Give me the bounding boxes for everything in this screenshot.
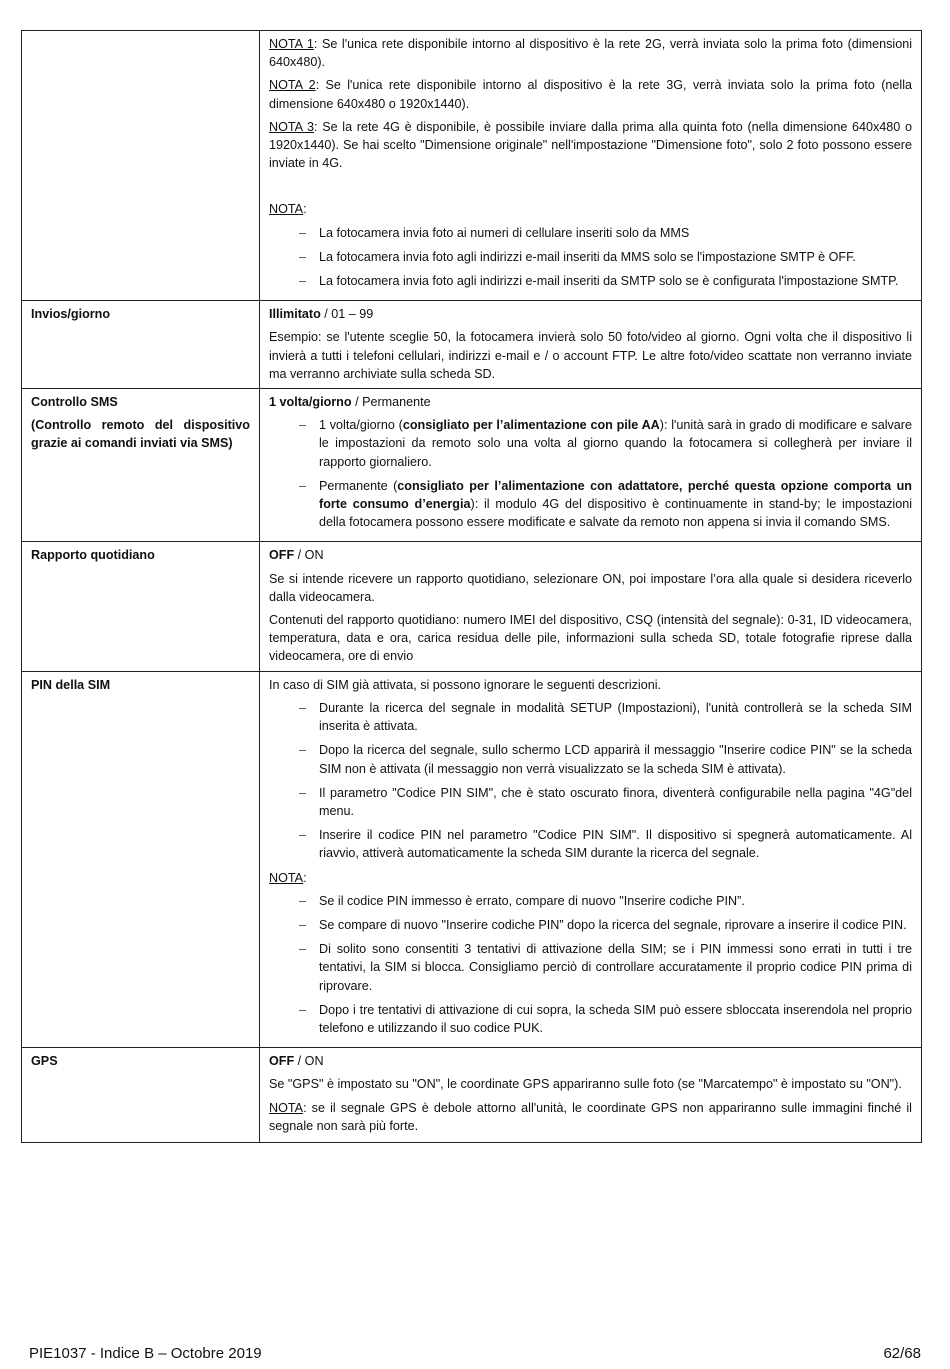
note-2: NOTA 2: Se l'unica rete disponibile intorno al dispositivo è la rete 3G, verrà inviata solo la prima foto (nella dimensione 640x480 o 1920x1440). xyxy=(269,78,913,111)
table-row-invios xyxy=(22,301,922,389)
list-item: – La fotocamera invia foto ai numeri di cellulare inseriti solo da MMS xyxy=(319,224,912,242)
rapporto-contents: Contenuti del rapporto quotidiano: numero IMEI del dispositivo, CSQ (intensità del segnale): 0-31, ID videocamera, temperatura, data e ora, carica residua delle pile, informazioni sulla scheda SD, totale fotografie riprese dalla videocamera, ore di envio xyxy=(269,613,912,664)
row-label-empty xyxy=(22,31,260,301)
row-content-invios xyxy=(260,301,922,389)
row-label-pin: PIN della SIM xyxy=(22,671,260,1047)
list-item: – La fotocamera invia foto agli indirizzi e-mail inseriti da SMTP solo se è configurata l'impostazione SMTP. xyxy=(319,272,912,290)
pin-bullet-list xyxy=(269,699,912,863)
gps-description: Se "GPS" è impostato su "ON", le coordinate GPS appariranno sulle foto (se "Marcatempo" è impostato su "ON"). xyxy=(269,1077,902,1092)
gps-nota: NOTA: se il segnale GPS è debole attorno all'unità, le coordinate GPS non appariranno sulle immagini finché il segnale non sarà più forte. xyxy=(269,1100,912,1133)
list-item: – 1 volta/giorno (consigliato per l’alimentazione con pile AA): l'unità sarà in grado di modificare e salvare le impostazioni da remoto solo una volta al giorno quando la fotocamera si collegherà per inviare il rapporto giornaliero. xyxy=(319,416,912,471)
invios-description: Esempio: se l'utente sceglie 50, la fotocamera invierà solo 50 foto/video al giorno. Ogni volta che il dispositivo li invierà a tutti i telefoni cellulari, indirizzi e-mail e / o account FTP. Le altre foto/video scattate non verranno inviate ma verranno archiviate sulla scheda SD. xyxy=(269,330,912,381)
table-row-gps xyxy=(22,1048,922,1143)
pin-nota-heading: NOTA: xyxy=(269,870,307,885)
note-3: NOTA 3: Se la rete 4G è disponibile, è possibile inviare dalla prima alla quinta foto (nella dimensione 640x480 o 1920x1440). Se hai scelto "Dimensione originale" nell'impostazione "Dimensione foto", solo 2 foto possono essere inviate in 4G. xyxy=(269,119,912,171)
list-item: – Inserire il codice PIN nel parametro "Codice PIN SIM". Il dispositivo si spegnerà automaticamente. Al riavvio, attiverà automaticamente la scheda SIM durante la ricerca del segnale. xyxy=(319,826,912,862)
row-label-sms: Controllo SMS (Controllo remoto del dispositivo grazie ai comandi inviati via SMS) xyxy=(22,389,260,542)
list-item: – Di solito sono consentiti 3 tentativi di attivazione della SIM; se i PIN immessi sono errati in tutti i tre tentativi, la SIM si blocca. Consigliamo perciò di controllare accuratamente il proprio codice PIN prima di riprovare. xyxy=(319,940,912,995)
list-item: – Se compare di nuovo "Inserire codiche PIN” dopo la ricerca del segnale, riprovare a inserire il codice PIN. xyxy=(319,916,912,934)
photo-bullet-list xyxy=(269,224,912,291)
table-row-photo-notes xyxy=(22,31,922,301)
sms-bullet-list xyxy=(269,416,912,531)
list-item: – Dopo i tre tentativi di attivazione di cui sopra, la scheda SIM può essere sbloccata inserendola nel proprio telefono e utilizzando il suo codice PUK. xyxy=(319,1001,912,1037)
document-reference: PIE1037 - Indice B – Octobre 2019 xyxy=(29,1345,262,1362)
row-content-sms xyxy=(260,389,922,542)
rapporto-options: OFF / ON xyxy=(269,548,324,563)
list-item: – Dopo la ricerca del segnale, sullo schermo LCD apparirà il messaggio "Inserire codice PIN" se la scheda SIM non è attivata (il messaggio non verrà visualizzato se la scheda SIM è attivata). xyxy=(319,741,912,777)
sms-options: 1 volta/giorno / Permanente xyxy=(269,395,431,410)
row-content-pin xyxy=(260,671,922,1047)
row-content-rapporto xyxy=(260,542,922,671)
pin-intro: In caso di SIM già attivata, si possono ignorare le seguenti descrizioni. xyxy=(269,677,662,692)
row-label-rapporto: Rapporto quotidiano xyxy=(22,542,260,671)
settings-table xyxy=(21,30,922,1143)
list-item: – Durante la ricerca del segnale in modalità SETUP (Impostazioni), l'unità controllerà se la scheda SIM inserita è attivata. xyxy=(319,699,912,735)
page-footer xyxy=(29,1345,921,1362)
list-item: – Se il codice PIN immesso è errato, compare di nuovo "Inserire codiche PIN”. xyxy=(319,892,912,910)
row-label-gps: GPS xyxy=(22,1048,260,1143)
row-content-gps xyxy=(260,1048,922,1143)
nota-heading: NOTA: xyxy=(269,202,307,217)
row-content-photo-notes xyxy=(260,31,922,301)
list-item: – La fotocamera invia foto agli indirizzi e-mail inseriti da MMS solo se l'impostazione SMTP è OFF. xyxy=(319,248,912,266)
gps-options: OFF / ON xyxy=(269,1054,324,1069)
rapporto-description: Se si intende ricevere un rapporto quotidiano, selezionare ON, poi impostare l’ora alla quale si desidera riceverlo dalla videocamera. xyxy=(269,571,912,604)
row-label-invios: Invios/giorno xyxy=(22,301,260,389)
table-row-pin xyxy=(22,671,922,1047)
table-row-rapporto xyxy=(22,542,922,671)
list-item: – Permanente (consigliato per l’alimentazione con adattatore, perché questa opzione comporta un forte consumo d’energia): il modulo 4G del dispositivo è continuamente in stand-by; le impostazioni della fotocamera possono essere modificate e salvate da remoto non appena si invia il comando SMS. xyxy=(319,477,912,532)
pin-nota-list xyxy=(269,892,912,1037)
invios-options: Illimitato / 01 – 99 xyxy=(269,307,374,322)
page-number: 62/68 xyxy=(883,1345,921,1362)
list-item: – Il parametro "Codice PIN SIM", che è stato oscurato finora, diventerà configurabile nella pagina "4G"del menu. xyxy=(319,784,912,820)
table-row-sms xyxy=(22,389,922,542)
note-1: NOTA 1: Se l'unica rete disponibile intorno al dispositivo è la rete 2G, verrà inviata solo la prima foto (dimensioni 640x480). xyxy=(269,37,912,70)
